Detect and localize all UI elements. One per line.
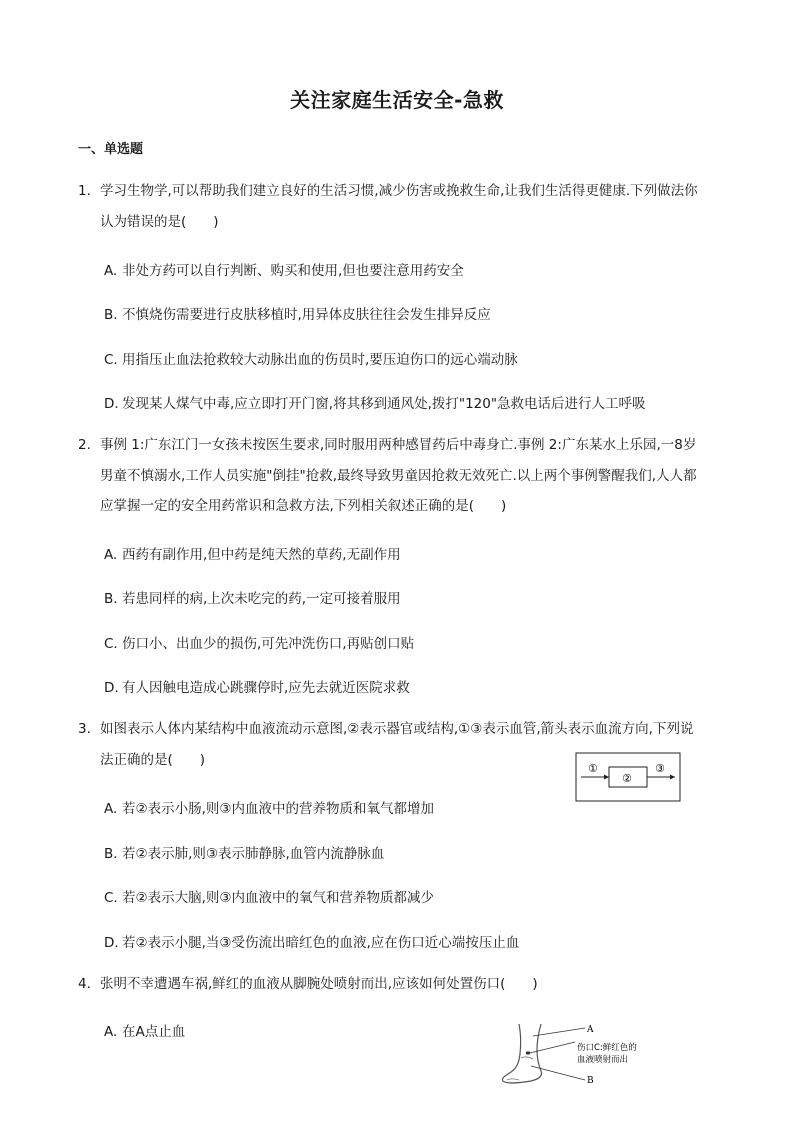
question-1-option-b[interactable]	[104, 303, 491, 323]
option-text: 若②表示大脑,则③内血液中的氧气和营养物质都减少	[122, 890, 434, 906]
option-label: A.	[104, 547, 118, 563]
option-label: D.	[104, 396, 119, 412]
option-label: C.	[104, 352, 118, 368]
blood-flow-diagram	[575, 752, 681, 802]
option-label: B.	[104, 846, 118, 862]
question-2-option-d[interactable]	[104, 676, 410, 696]
option-text: 若②表示小肠,则③内血液中的营养物质和氧气都增加	[122, 801, 434, 817]
question-4-number: 4.	[78, 976, 91, 992]
point-b-label: B	[587, 1076, 594, 1086]
option-text: 不慎烧伤需要进行皮肤移植时,用异体皮肤往往会发生排异反应	[122, 307, 491, 323]
point-a-label: A	[587, 1025, 594, 1035]
question-2-option-c[interactable]	[104, 632, 414, 652]
option-label: B.	[104, 591, 118, 607]
option-label: B.	[104, 307, 118, 323]
leg-outline-icon	[502, 1024, 541, 1083]
stem-line: 男童不慎溺水,工作人员实施"倒挂"抢救,最终导致男童因抢救无效死亡.以上两个事例警醒我们,人人都	[100, 467, 697, 484]
option-text: 用指压止血法抢救较大动脉出血的伤员时,要压迫伤口的远心端动脉	[122, 352, 518, 368]
question-2-stem	[100, 430, 720, 522]
stem-line: 张明不幸遭遇车祸,鲜红的血液从脚腕处喷射而出,应该如何处置伤口( )	[100, 976, 538, 992]
question-2-option-a[interactable]	[104, 543, 401, 563]
option-text: 有人因触电造成心跳骤停时,应先去就近医院求救	[122, 680, 410, 696]
question-3-option-c[interactable]	[104, 886, 434, 906]
question-2-number: 2.	[78, 437, 91, 453]
option-text: 若患同样的病,上次未吃完的药,一定可接着服用	[122, 591, 401, 607]
vessel-label-1: ①	[588, 762, 598, 775]
option-label: A.	[104, 263, 118, 279]
option-label: D.	[104, 935, 119, 951]
option-label: D.	[104, 680, 119, 696]
leg-wound-figure	[497, 1022, 687, 1088]
option-label: C.	[104, 636, 118, 652]
question-4-stem	[100, 969, 720, 1000]
question-2-option-b[interactable]	[104, 587, 401, 607]
question-4-option-a[interactable]	[104, 1020, 185, 1040]
wound-caption-line1: 伤口C:鲜红色的	[577, 1043, 637, 1053]
option-text: 发现某人煤气中毒,应立即打开门窗,将其移到通风处,拨打"120"急救电话后进行人工呼吸	[122, 396, 646, 412]
stem-line: 学习生物学,可以帮助我们建立良好的生活习惯,减少伤害或挽救生命,让我们生活得更健康.下列做法你	[100, 183, 698, 199]
question-3-option-a[interactable]	[104, 797, 434, 817]
question-1-stem	[100, 176, 720, 237]
option-text: 西药有副作用,但中药是纯天然的草药,无副作用	[122, 547, 401, 563]
page-title: 关注家庭生活安全-急救	[290, 88, 504, 112]
option-label: A.	[104, 801, 118, 817]
question-1-number: 1.	[78, 183, 91, 199]
option-text: 在A点止血	[122, 1024, 186, 1040]
option-text: 若②表示肺,则③表示肺静脉,血管内流静脉血	[122, 846, 385, 862]
question-3-number: 3.	[78, 721, 91, 737]
option-text: 伤口小、出血少的损伤,可先冲洗伤口,再贴创口贴	[122, 636, 415, 652]
question-3-option-b[interactable]	[104, 842, 384, 862]
wound-mark-icon	[526, 1051, 530, 1054]
organ-label-2: ②	[622, 772, 632, 785]
stem-line: 如图表示人体内某结构中血液流动示意图,②表示器官或结构,①③表示血管,箭头表示血流方向,下列说	[100, 721, 694, 737]
stem-line: 认为错误的是( )	[100, 213, 219, 230]
option-text: 非处方药可以自行判断、购买和使用,但也要注意用药安全	[122, 263, 464, 279]
question-1-option-a[interactable]	[104, 259, 464, 279]
option-label: A.	[104, 1024, 118, 1040]
stem-line: 事例 1:广东江门一女孩未按医生要求,同时服用两种感冒药后中毒身亡.事例 2:广东某水上乐园,一8岁	[100, 437, 697, 453]
question-1-option-d[interactable]	[104, 392, 646, 412]
stem-line: 应掌握一定的安全用药常识和急救方法,下列相关叙述正确的是( )	[100, 498, 507, 514]
option-label: C.	[104, 890, 118, 906]
question-1-option-c[interactable]	[104, 348, 518, 368]
option-text: 若②表示小腿,当③受伤流出暗红色的血液,应在伤口近心端按压止血	[122, 935, 520, 951]
section-heading: 一、单选题	[78, 142, 144, 157]
question-3-option-d[interactable]	[104, 931, 519, 951]
wound-caption-line2: 血液喷射而出	[577, 1055, 629, 1065]
vessel-label-3: ③	[655, 762, 665, 775]
stem-line: 法正确的是( )	[100, 751, 206, 768]
